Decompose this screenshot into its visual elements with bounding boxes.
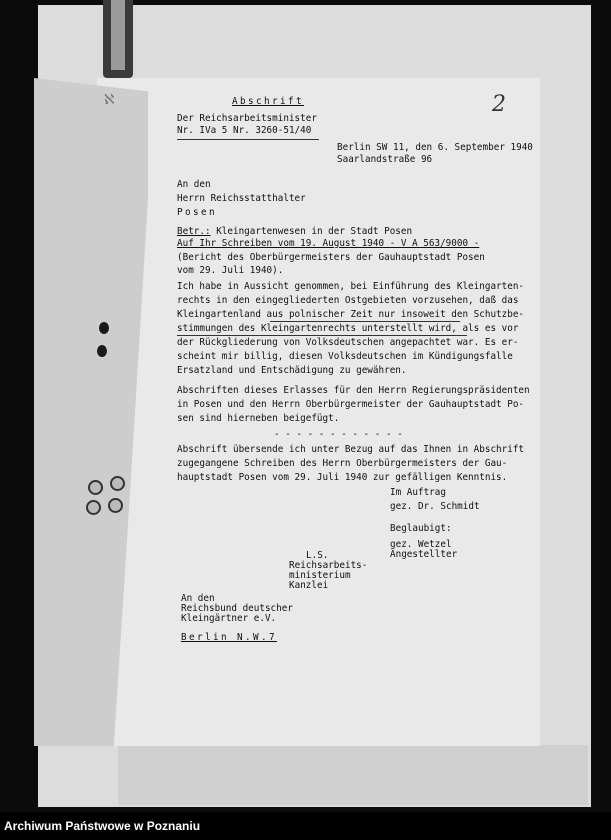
seal-line: L.S. xyxy=(306,550,329,561)
seal-line: Reichsarbeits- xyxy=(289,560,368,571)
recipient-name: Herrn Reichsstatthalter xyxy=(177,193,306,204)
on-behalf-line: Im Auftrag xyxy=(390,487,446,498)
archive-label: Archiwum Państwowe w Poznaniu xyxy=(4,819,201,833)
certified-label: Beglaubigt: xyxy=(390,523,452,534)
copy-recipient-line: Reichsbund deutscher xyxy=(181,603,293,614)
file-number: Nr. IVa 5 Nr. 3260-51/40 xyxy=(177,125,312,136)
binder-ring-icon xyxy=(88,480,103,495)
sender-line: Der Reichsarbeitsminister xyxy=(177,113,317,124)
copy-recipient-line: Kleingärtner e.V. xyxy=(181,613,277,624)
binder-ring-icon xyxy=(110,476,125,491)
body-line: in Posen und den Herrn Oberbürgermeister der Gauhauptstadt Po- xyxy=(177,399,525,410)
binder-ring-icon xyxy=(86,500,101,515)
reference-line: Auf Ihr Schreiben vom 19. August 1940 - V A 563/9000 - xyxy=(177,238,480,249)
place-date: Berlin SW 11, den 6. September 1940 xyxy=(337,142,533,153)
subject-label: Betr.: xyxy=(177,226,211,237)
binder-clip xyxy=(103,0,133,78)
recipient-city: Posen xyxy=(177,207,217,218)
report-line: (Bericht des Oberbürgermeisters der Gauhauptstadt Posen xyxy=(177,252,485,263)
flap-pencil-mark: ℵ xyxy=(104,92,115,108)
body-line: Abschriften dieses Erlasses für den Herrn Regierungspräsidenten xyxy=(177,385,530,396)
body-line: scheint mir billig, diesen Volksdeutschen im Kündigungsfalle xyxy=(177,351,513,362)
body-line: zugegangene Schreiben des Herrn Oberbürgermeisters der Gau- xyxy=(177,458,508,469)
body-line: hauptstadt Posen vom 29. Juli 1940 zur gefälligen Kenntnis. xyxy=(177,472,508,483)
body-line: sen sind hierneben beigefügt. xyxy=(177,413,340,424)
certified-title: Angestellter xyxy=(390,549,458,560)
certified-name: gez. Wetzel xyxy=(390,539,452,550)
binder-ring-icon xyxy=(108,498,123,513)
body-line: Ersatzland und Entschädigung zu gewähren. xyxy=(177,365,407,376)
document-page xyxy=(97,78,540,746)
punch-hole xyxy=(99,322,109,334)
page-number: 2 xyxy=(492,92,506,117)
copy-recipient-line: An den xyxy=(181,593,215,604)
archive-footer xyxy=(0,812,611,840)
underlying-sheet xyxy=(118,745,588,805)
copy-recipient-city: Berlin N.W.7 xyxy=(181,632,277,643)
emphasis-underline xyxy=(270,321,460,322)
body-line: Abschrift übersende ich unter Bezug auf das Ihnen in Abschrift xyxy=(177,444,525,455)
report-line: vom 29. Juli 1940). xyxy=(177,265,284,276)
subject-line xyxy=(177,226,412,238)
subject-text: Kleingartenwesen in der Stadt Posen xyxy=(210,226,413,237)
body-line: stimmungen des Kleingartenrechts unterstellt wird, als es vor xyxy=(177,323,519,334)
separator-line: - - - - - - - - - - - - xyxy=(274,429,403,440)
seal-line: Kanzlei xyxy=(289,580,329,591)
punch-hole xyxy=(97,345,107,357)
document-heading: Abschrift xyxy=(232,96,304,107)
emphasis-underline xyxy=(177,335,467,336)
body-line: der Rückgliederung von Volksdeutschen angepachtet war. Es er- xyxy=(177,337,519,348)
body-line: rechts in den eingegliederten Ostgebieten vorzusehen, daß das xyxy=(177,295,519,306)
signature-line: gez. Dr. Schmidt xyxy=(390,501,480,512)
recipient-line: An den xyxy=(177,179,211,190)
sender-underline xyxy=(177,139,319,140)
body-line: Kleingartenland aus polnischer Zeit nur insoweit den Schutzbe- xyxy=(177,309,525,320)
seal-line: ministerium xyxy=(289,570,351,581)
body-line: Ich habe in Aussicht genommen, bei Einführung des Kleingarten- xyxy=(177,281,525,292)
street-address: Saarlandstraße 96 xyxy=(337,154,433,165)
